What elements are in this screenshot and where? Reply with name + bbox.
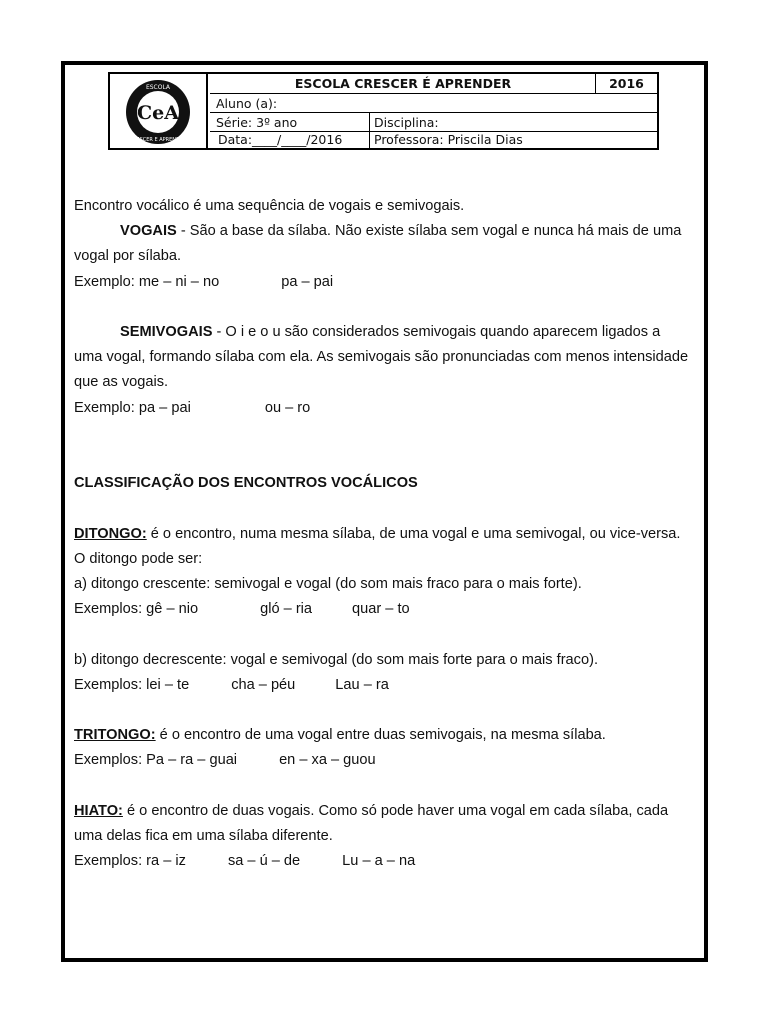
year-cell	[596, 74, 657, 94]
hiato-term: HIATO:	[74, 802, 123, 819]
example: Exemplos: lei – te	[74, 676, 190, 693]
student-label: Aluno (a):	[216, 96, 278, 111]
vogais-example	[74, 270, 690, 295]
student-cell	[210, 94, 657, 113]
logo-ring-bottom: CRESCER E APRENDER	[129, 137, 187, 143]
example: Exemplos: ra – iz	[74, 853, 186, 870]
date-cell	[210, 132, 370, 148]
year: 2016	[609, 76, 644, 91]
example: Exemplos: gê – nio	[74, 601, 199, 618]
logo-initials: CeA	[137, 102, 179, 124]
ditongo-decrescente: b) ditongo decrescente: vogal e semivogal (do som mais forte para o mais fraco).	[74, 651, 598, 668]
ditongo-text: é o encontro, numa mesma sílaba, de uma vogal e uma semivogal, ou vice-versa. O ditongo pode ser:	[74, 525, 681, 567]
example: quar – to	[352, 601, 410, 618]
school-name: ESCOLA CRESCER É APRENDER	[294, 76, 512, 91]
ditongo-decrescente-examples	[74, 673, 690, 698]
date-field: Data:____/____/2016	[218, 132, 343, 147]
semivogais-paragraph	[74, 320, 690, 396]
school-header	[108, 72, 659, 150]
example: en – xa – guou	[279, 752, 376, 769]
classification-title: CLASSIFICAÇÃO DOS ENCONTROS VOCÁLICOS	[74, 475, 418, 492]
school-logo	[110, 74, 208, 148]
semivogais-example-2: ou – ro	[264, 399, 311, 416]
grade-cell	[210, 113, 370, 132]
tritongo-term: TRITONGO:	[74, 727, 156, 744]
example: gló – ria	[260, 601, 313, 618]
vogais-example-2: pa – pai	[281, 273, 334, 290]
teacher-cell	[370, 132, 657, 148]
school-name-cell	[210, 74, 596, 94]
hiato-examples	[74, 849, 690, 874]
vogais-paragraph	[74, 219, 690, 269]
vogais-text: - São a base da sílaba. Não existe sílaba sem vogal e nunca há mais de uma vogal por sílaba.	[74, 223, 682, 265]
vogais-example-1: Exemplo: me – ni – no	[74, 273, 220, 290]
example: sa – ú – de	[227, 853, 301, 870]
vogais-term: VOGAIS	[120, 223, 177, 240]
semivogais-example	[74, 396, 690, 421]
ditongo-crescente: a) ditongo crescente: semivogal e vogal (do som mais fraco para o mais forte).	[74, 575, 582, 592]
subject-label: Disciplina:	[374, 115, 439, 130]
semivogais-term: SEMIVOGAIS	[120, 324, 213, 340]
hiato-text: é o encontro de duas vogais. Como só pode haver uma vogal em cada sílaba, cada uma delas fica em uma sílaba diferente.	[74, 802, 669, 844]
lesson-content	[74, 194, 690, 874]
ditongo-paragraph	[74, 522, 690, 572]
tritongo-paragraph	[74, 723, 690, 748]
hiato-paragraph	[74, 799, 690, 849]
ditongo-term: DITONGO:	[74, 525, 147, 542]
logo-ring-top: ESCOLA	[145, 84, 171, 91]
example: Lau – ra	[335, 676, 389, 693]
semivogais-example-1: Exemplo: pa – pai	[74, 399, 191, 416]
example: Exemplos: Pa – ra – guai	[74, 752, 238, 769]
teacher: Professora: Priscila Dias	[374, 132, 523, 147]
intro-text: Encontro vocálico é uma sequência de vogais e semivogais.	[74, 198, 465, 214]
example: cha – péu	[231, 676, 296, 693]
example: Lu – a – na	[342, 853, 416, 870]
ditongo-crescente-examples	[74, 597, 690, 622]
semivogais-text: - O i e o u são considerados semivogais quando aparecem ligados a uma vogal, formando sílaba com ela. As semivogais são pronunciadas com menos intensidade que as vogais.	[74, 324, 689, 391]
tritongo-examples	[74, 748, 690, 773]
subject-cell	[370, 113, 657, 132]
grade: Série: 3º ano	[216, 115, 298, 130]
tritongo-text: é o encontro de uma vogal entre duas semivogais, na mesma sílaba.	[155, 727, 606, 744]
